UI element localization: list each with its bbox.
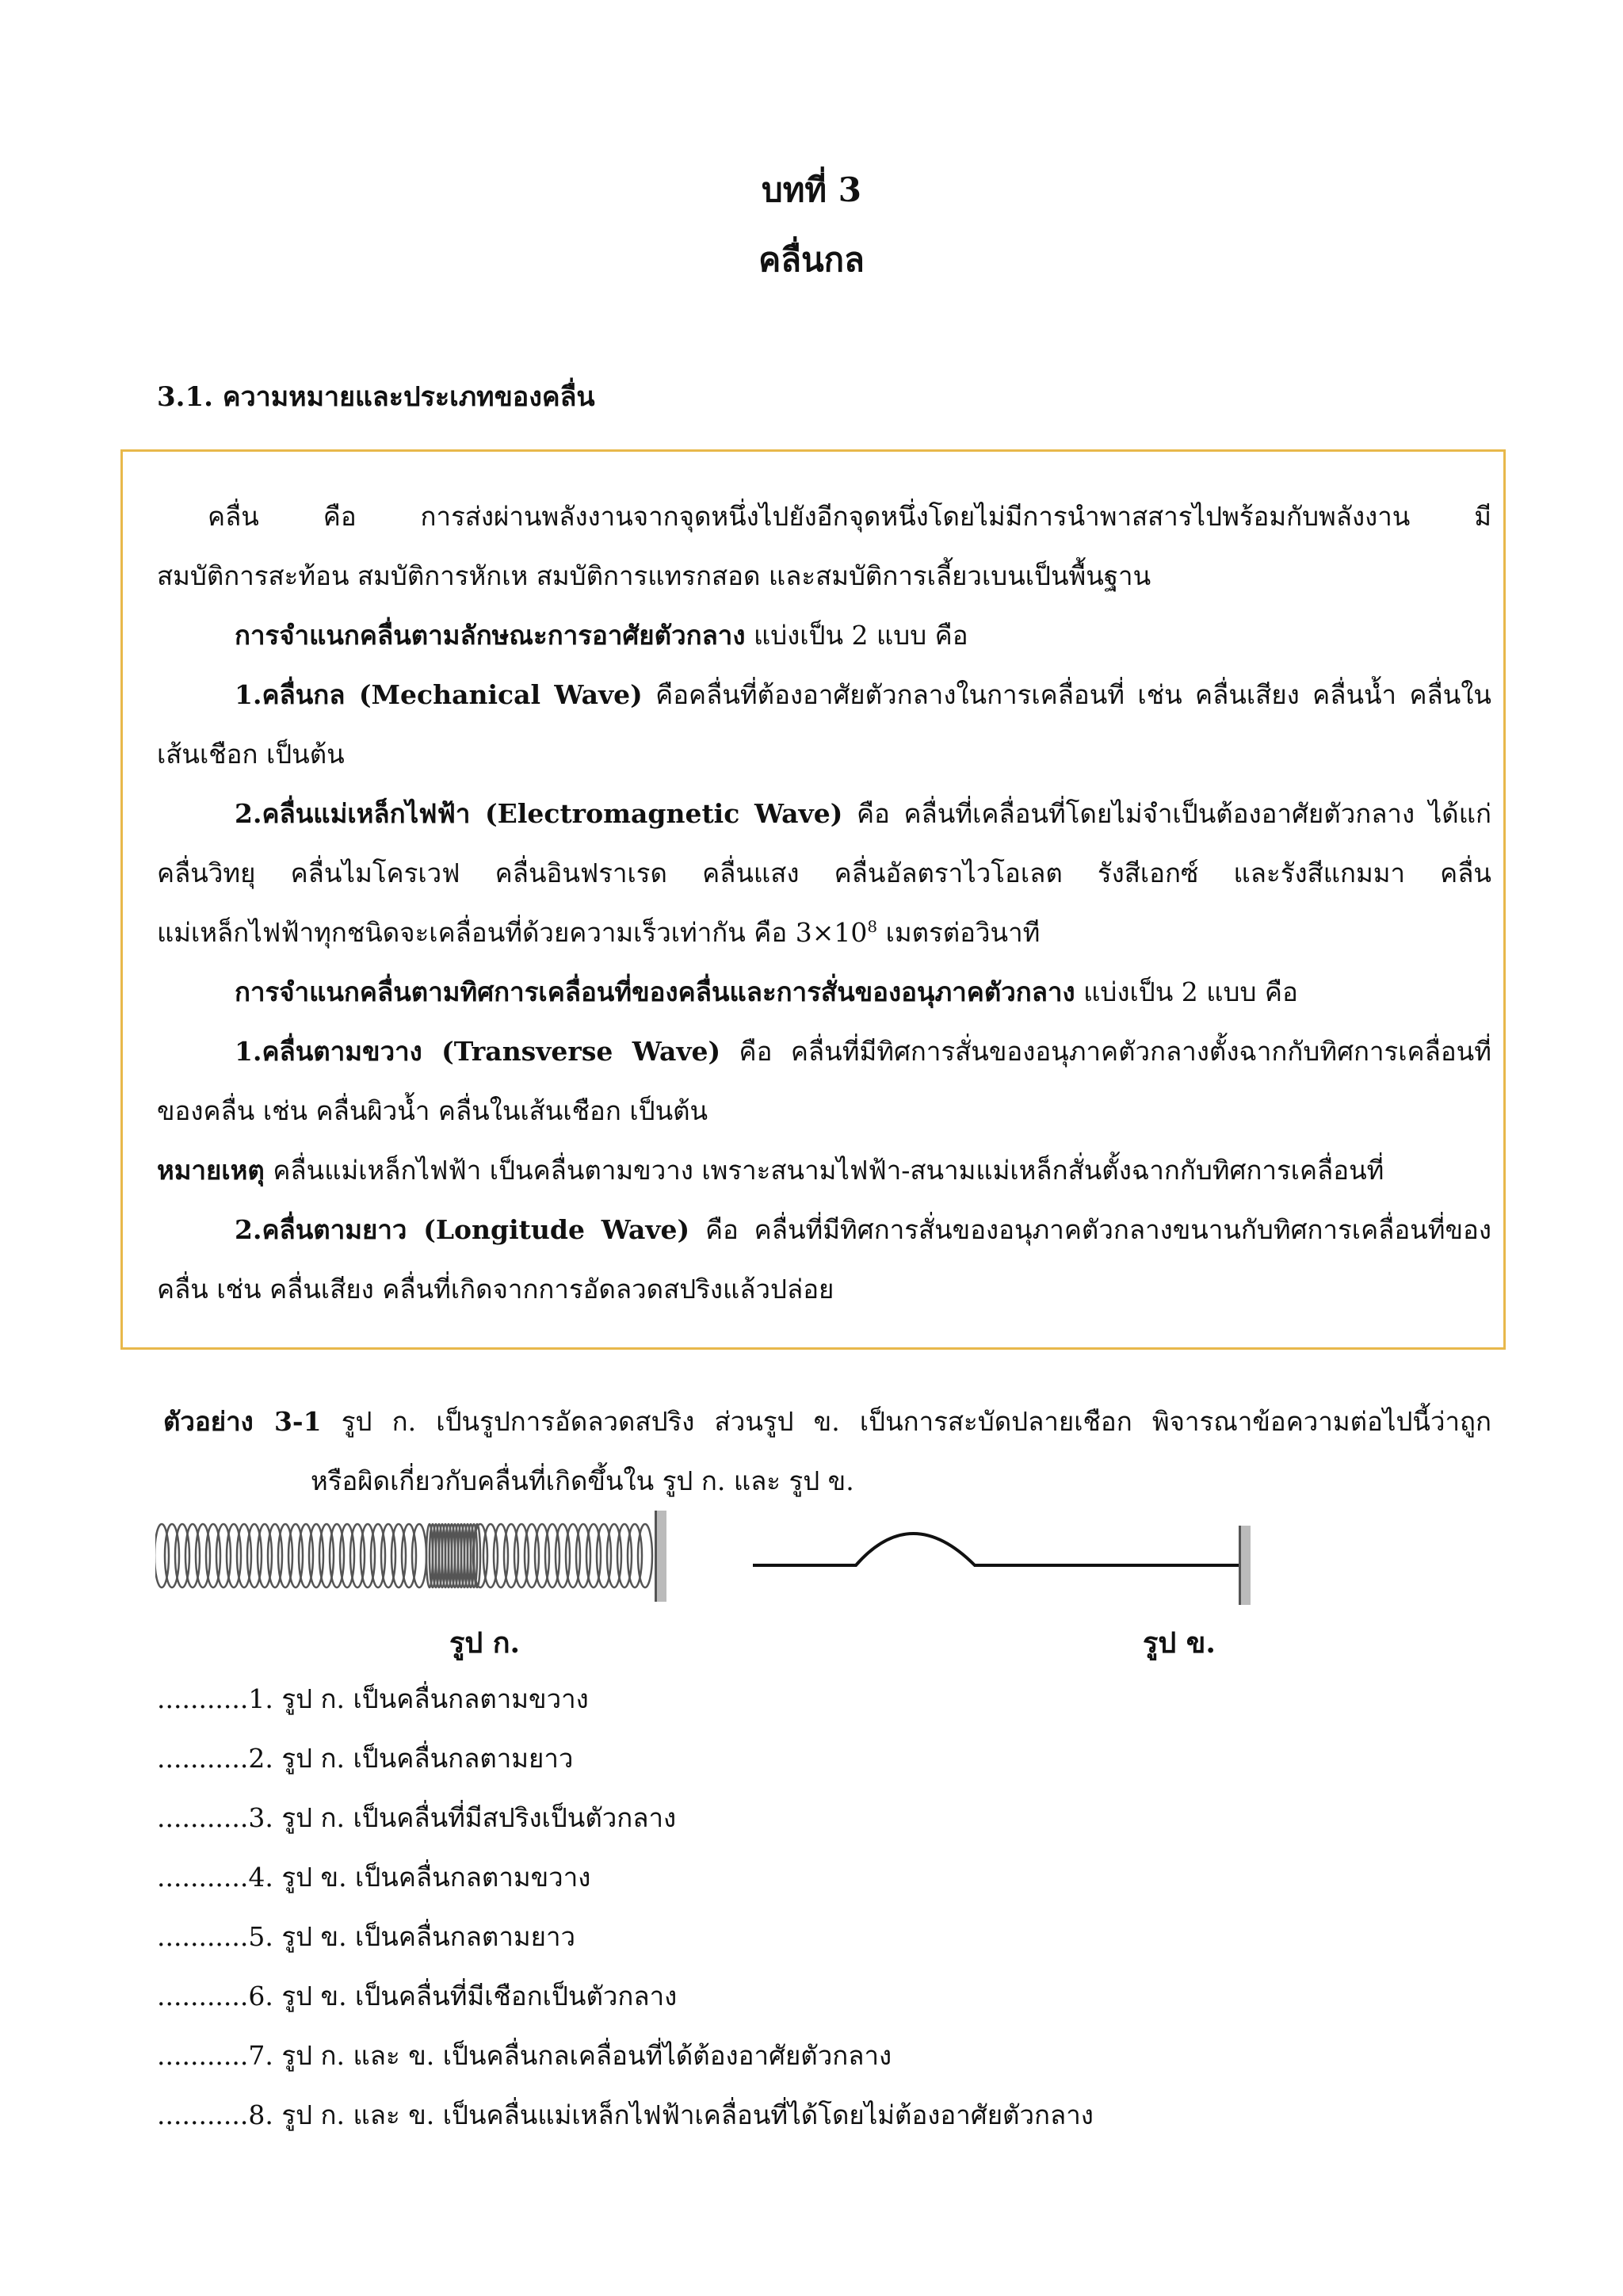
chapter-number: บทที่ 3	[762, 170, 861, 209]
figure-b-label: รูป ข.	[1143, 1626, 1216, 1660]
longitudinal-wave-definition: คือ คลื่นที่มีทิศการสั่นของอนุภาคตัวกลางขนานกับทิศการเคลื่อนที่ของ	[689, 1214, 1491, 1245]
statement-item: ...........8. รูป ก. และ ข. เป็นคลื่นแม่เหล็กไฟฟ้าเคลื่อนที่ได้โดยไม่ต้องอาศัยตัวกลาง	[157, 2099, 1094, 2130]
em-wave-definition: คือ คลื่นที่เคลื่อนที่โดยไม่จำเป็นต้องอาศัยตัวกลาง ได้แก่	[842, 798, 1491, 829]
spring-wall-hatch	[657, 1511, 666, 1602]
section-heading: 3.1. ความหมายและประเภทของคลื่น	[157, 381, 595, 413]
figure-a-label: รูป ก.	[449, 1626, 521, 1660]
statement-item: ...........3. รูป ก. เป็นคลื่นที่มีสปริงเป็นตัวกลาง	[157, 1802, 677, 1833]
rope-wall-hatch	[1241, 1526, 1251, 1605]
transverse-wave-line-1	[235, 1033, 1491, 1071]
note-line	[157, 1152, 1384, 1190]
em-wave-line-3	[157, 914, 1040, 952]
longitudinal-wave-term: 2.คลื่นตามยาว (Longitude Wave)	[235, 1214, 690, 1245]
spring-coil	[638, 1524, 652, 1587]
note-text: คลื่นแม่เหล็กไฟฟ้า เป็นคลื่นตามขวาง เพราะสนามไฟฟ้า-สนามแม่เหล็กสั่นตั้งฉากกับทิศการเคลื่อนที่	[264, 1155, 1384, 1186]
mechanical-wave-line-1	[235, 676, 1491, 714]
longitudinal-wave-line-2: คลื่น เช่น คลื่นเสียง คลื่นที่เกิดจากการอัดลวดสปริงแล้วปล่อย	[157, 1274, 834, 1305]
longitudinal-wave-line-1	[235, 1211, 1491, 1249]
statement-item: ...........7. รูป ก. และ ข. เป็นคลื่นกลเคลื่อนที่ได้ต้องอาศัยตัวกลาง	[157, 2040, 892, 2071]
rope-figure	[745, 1510, 1268, 1605]
example-intro: รูป ก. เป็นรูปการอัดลวดสปริง ส่วนรูป ข. เป็นการสะบัดปลายเชือก พิจารณาข้อความต่อไปนี้ว่าถูก	[321, 1406, 1491, 1437]
note-label: หมายเหตุ	[157, 1155, 265, 1186]
example-label: ตัวอย่าง 3-1	[163, 1406, 322, 1437]
em-wave-speed-intro: แม่เหล็กไฟฟ้าทุกชนิดจะเคลื่อนที่ด้วยความเร็วเท่ากัน คือ	[157, 917, 796, 948]
classification-medium-heading	[235, 617, 968, 655]
definition-paragraph-line-1: คลื่น คือ การส่งผ่านพลังงานจากจุดหนึ่งไปยังอีกจุดหนึ่งโดยไม่มีการนำพาสสารไปพร้อมกับพลังงาน มี	[208, 501, 1491, 532]
transverse-wave-term: 1.คลื่นตามขวาง (Transverse Wave)	[235, 1036, 721, 1067]
em-wave-line-2: คลื่นวิทยุ คลื่นไมโครเวฟ คลื่นอินฟราเรด คลื่นแสง คลื่นอัลตราไวโอเลต รังสีเอกซ์ และรังสีแกมมา คลื่น	[157, 858, 1491, 888]
statement-item: ...........4. รูป ข. เป็นคลื่นกลตามขวาง	[157, 1862, 591, 1893]
classification-medium-count: แบ่งเป็น 2 แบบ คือ	[745, 620, 968, 651]
spring-coil	[412, 1524, 426, 1587]
example-line-2: หรือผิดเกี่ยวกับคลื่นที่เกิดขึ้นใน รูป ก. และ รูป ข.	[311, 1465, 854, 1496]
statement-item: ...........1. รูป ก. เป็นคลื่นกลตามขวาง	[157, 1683, 589, 1714]
em-wave-speed-base: 3×10	[795, 917, 868, 948]
statement-item: ...........5. รูป ข. เป็นคลื่นกลตามยาว	[157, 1921, 576, 1952]
rope-pulse	[753, 1534, 1240, 1565]
definition-paragraph-line-2: สมบัติการสะท้อน สมบัติการหักเห สมบัติการแทรกสอด และสมบัติการเลี้ยวเบนเป็นพื้นฐาน	[157, 560, 1151, 591]
em-wave-term: 2.คลื่นแม่เหล็กไฟฟ้า (Electromagnetic Wave)	[235, 798, 843, 829]
em-wave-line-1	[235, 795, 1491, 833]
spring-figure	[155, 1510, 686, 1605]
em-wave-speed-unit: เมตรต่อวินาที	[877, 917, 1041, 948]
transverse-wave-definition: คือ คลื่นที่มีทิศการสั่นของอนุภาคตัวกลางตั้งฉากกับทิศการเคลื่อนที่	[720, 1036, 1491, 1067]
mechanical-wave-line-2: เส้นเชือก เป็นต้น	[157, 739, 345, 770]
classification-medium-title: การจำแนกคลื่นตามลักษณะการอาศัยตัวกลาง	[235, 620, 746, 651]
mechanical-wave-term: 1.คลื่นกล (Mechanical Wave)	[235, 679, 643, 710]
classification-direction-title: การจำแนกคลื่นตามทิศการเคลื่อนที่ของคลื่นและการสั่นของอนุภาคตัวกลาง	[235, 976, 1075, 1007]
transverse-wave-line-2: ของคลื่น เช่น คลื่นผิวน้ำ คลื่นในเส้นเชือก เป็นต้น	[157, 1095, 708, 1126]
classification-direction-count: แบ่งเป็น 2 แบบ คือ	[1075, 976, 1298, 1007]
spring-coils	[155, 1524, 652, 1587]
example-line-1	[163, 1403, 1491, 1441]
statement-item: ...........6. รูป ข. เป็นคลื่นที่มีเชือกเป็นตัวกลาง	[157, 1981, 678, 2011]
statement-item: ...........2. รูป ก. เป็นคลื่นกลตามยาว	[157, 1743, 574, 1774]
classification-direction-heading	[235, 973, 1298, 1011]
em-wave-speed-exponent: 8	[867, 917, 878, 936]
chapter-title: คลื่นกล	[758, 240, 865, 279]
mechanical-wave-definition: คือคลื่นที่ต้องอาศัยตัวกลางในการเคลื่อนที่ เช่น คลื่นเสียง คลื่นน้ำ คลื่นใน	[642, 679, 1491, 710]
